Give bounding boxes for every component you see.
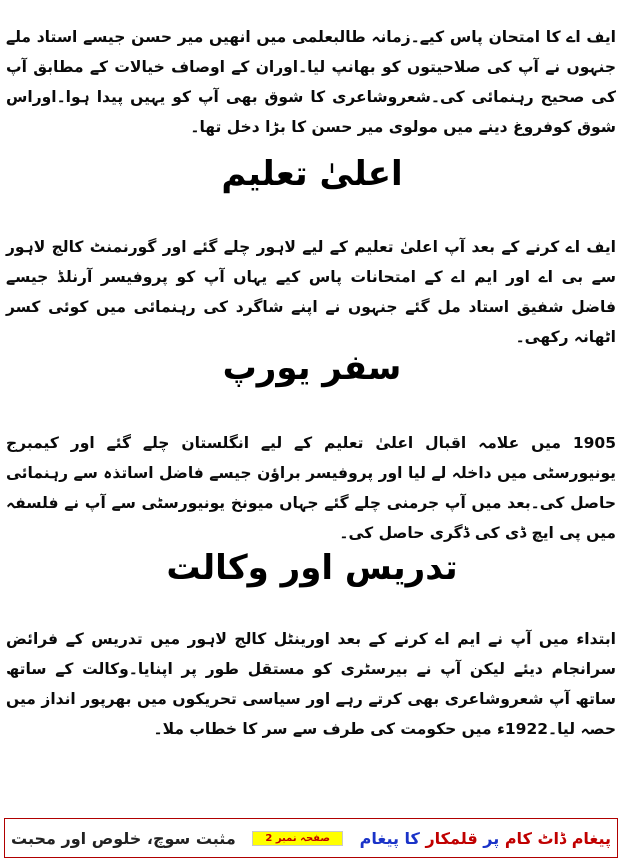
- footer-site-title: [360, 829, 611, 848]
- paragraph-intro: ایف اے کا امتحان پاس کیے۔زمانہ طالبعلمی میں انھیں میر حسن جیسے استاد ملے جنہوں نے آپ کی صلاحیتوں کو بھانپ لیا۔اوران کے اوصاف خیالات کے مطابق آپ کی صحیح رہنمائی کی۔شعروشاعری کا شوق بھی آپ کو یہیں پیدا ہوا۔اوراس شوق کوفروغ دینے میں مولوی میر حسن کا بڑا دخل تھا۔: [6, 27, 616, 136]
- footer-site-connector: پر: [483, 828, 500, 848]
- footer-site-writer: قلمکار: [425, 828, 478, 848]
- heading-teaching-law: تدریس اور وکالت: [166, 548, 458, 588]
- paragraph-higher-education: ایف اے کرنے کے بعد آپ اعلیٰ تعلیم کے لیے لاہور چلے گئے اور گورنمنٹ کالج لاہور سے بی اے اور ایم اے کے امتحانات پاس کیے یہاں آپ کو پروفیسر آرنلڈ جیسے فاضل شفیق استاد مل گئے جنہوں نے اپنے شاگرد کی رہنمائی میں کوئی کسر اٹھانہ رکھی۔: [6, 237, 616, 346]
- paragraph-teaching-law: ابتداء میں آپ نے ایم اے کرنے کے بعد اورینٹل کالج لاہور میں تدریس کے فرائض سرانجام دیئے لیکن آپ نے بیرسٹری کو مستقل طور پر اپنایا۔وکالت کے ساتھ ساتھ آپ شعروشاعری بھی کرتے رہے اور سیاسی تحریکوں میں بھرپور انداز میں حصہ لیا۔1922ء میں حکومت کی طرف سے سر کا خطاب ملا۔: [6, 629, 616, 738]
- heading-europe-travel: سفر یورپ: [222, 348, 402, 388]
- footer-site-name: پیغام ڈاٹ کام: [504, 828, 611, 848]
- paragraph-europe-travel: 1905 میں علامہ اقبال اعلیٰ تعلیم کے لیے انگلستان چلے گئے اور کیمبرج یونیورسٹی میں داخلہ لے لیا اور پروفیسر براؤن جیسے فاضل اساتذہ سے رہنمائی حاصل کی۔بعد میں آپ جرمنی چلے گئے جہاں میونخ یونیورسٹی سے آپ نے فلسفہ میں پی ایچ ڈی کی ڈگری حاصل کی۔: [6, 433, 616, 542]
- heading-higher-education: اعلیٰ تعلیم: [221, 154, 403, 194]
- page-number-badge: صفحہ نمبر 2: [252, 831, 343, 846]
- footer-site-message: کا پیغام: [359, 828, 420, 848]
- page-footer: [4, 818, 618, 858]
- footer-tagline: مثبت سوچ، خلوص اور محبت: [11, 828, 236, 848]
